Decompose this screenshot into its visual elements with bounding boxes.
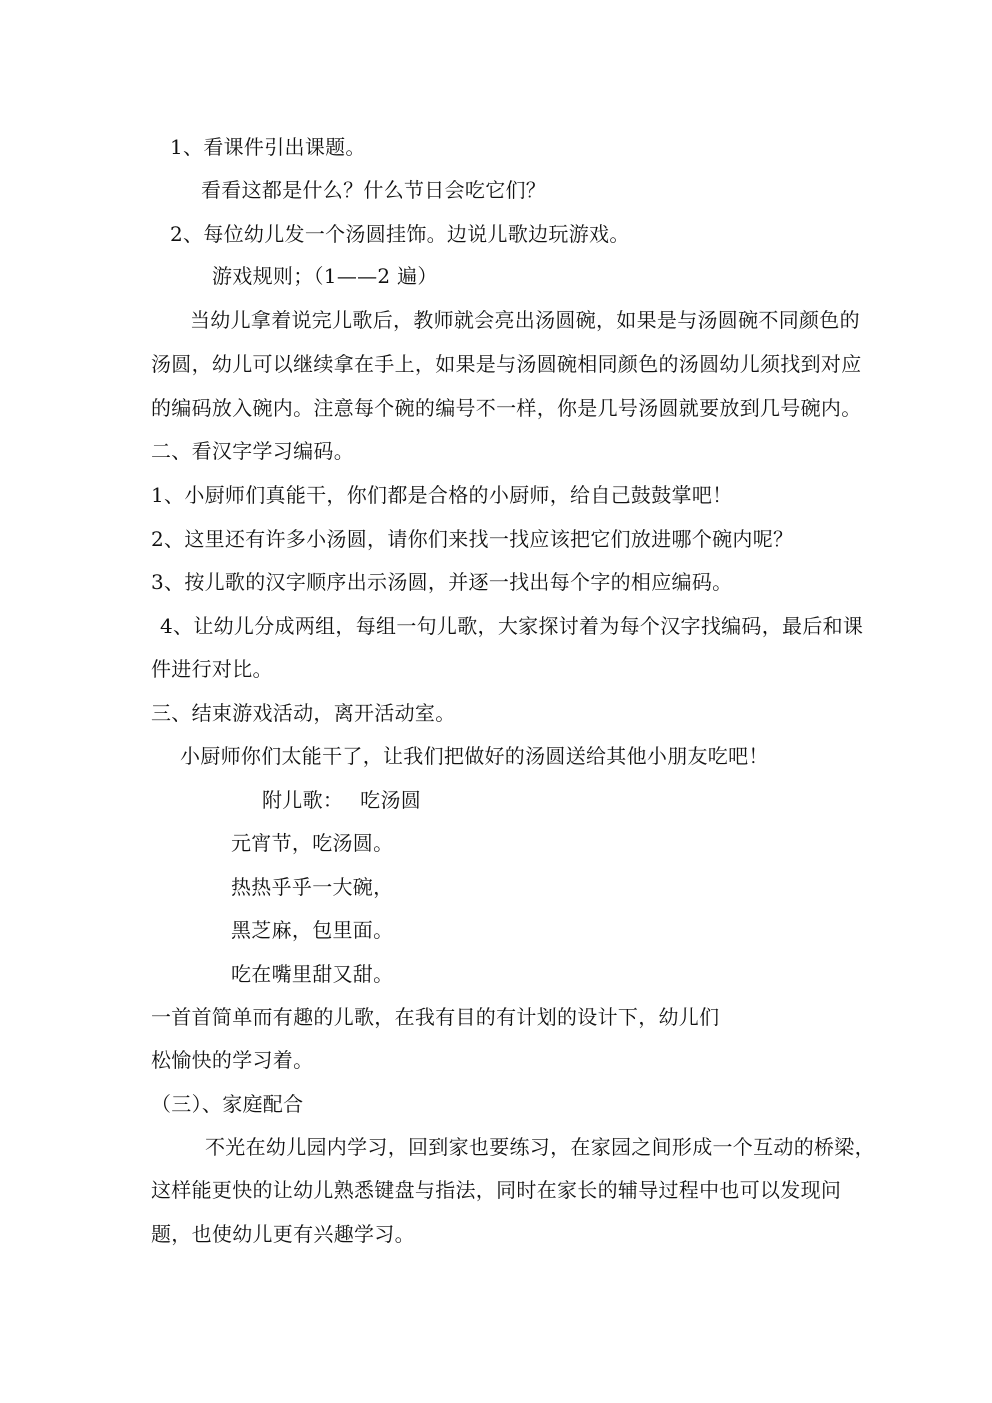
section-heading: （三）、家庭配合 xyxy=(151,1092,304,1116)
poem-line: 吃在嘴里甜又甜。 xyxy=(231,962,394,986)
text-line: 4、让幼儿分成两组，每组一句儿歌，大家探讨着为每个汉字找编码，最后和课 xyxy=(160,614,864,638)
text-line: 2、这里还有许多小汤圆，请你们来找一找应该把它们放进哪个碗内呢？ xyxy=(151,527,794,551)
poem-title: 附儿歌： 吃汤圆 xyxy=(262,788,422,812)
text-line: 一首首简单而有趣的儿歌，在我有目的有计划的设计下，幼儿们 xyxy=(151,1005,720,1029)
poem-line: 元宵节，吃汤圆。 xyxy=(231,831,394,855)
text-line: 不光在幼儿园内学习，回到家也要练习，在家园之间形成一个互动的桥梁， xyxy=(205,1135,875,1159)
text-line: 看看这都是什么？什么节日会吃它们？ xyxy=(201,178,547,202)
text-line: 这样能更快的让幼儿熟悉键盘与指法，同时在家长的辅导过程中也可以发现问 xyxy=(151,1178,842,1202)
text-line: 小厨师你们太能干了，让我们把做好的汤圆送给其他小朋友吃吧！ xyxy=(180,744,769,768)
text-line: 件进行对比。 xyxy=(151,657,273,681)
text-line: 1、看课件引出课题。 xyxy=(170,135,366,159)
text-line: 汤圆，幼儿可以继续拿在手上，如果是与汤圆碗相同颜色的汤圆幼儿须找到对应 xyxy=(151,352,862,376)
text-line: 2、每位幼儿发一个汤圆挂饰。边说儿歌边玩游戏。 xyxy=(170,222,630,246)
section-heading: 三、结束游戏活动，离开活动室。 xyxy=(151,701,456,725)
text-line: 当幼儿拿着说完儿歌后，教师就会亮出汤圆碗，如果是与汤圆碗不同颜色的 xyxy=(190,308,860,332)
text-line: 题，也使幼儿更有兴趣学习。 xyxy=(151,1222,415,1246)
section-heading: 二、看汉字学习编码。 xyxy=(151,439,354,463)
text-line: 1、小厨师们真能干，你们都是合格的小厨师，给自己鼓鼓掌吧！ xyxy=(151,483,733,507)
poem-line: 热热乎乎一大碗， xyxy=(231,875,394,899)
text-line: 的编码放入碗内。注意每个碗的编号不一样，你是几号汤圆就要放到几号碗内。 xyxy=(151,396,862,420)
poem-line: 黑芝麻，包里面。 xyxy=(231,918,394,942)
text-line: 游戏规则；（1——2 遍） xyxy=(212,264,438,288)
text-line: 松愉快的学习着。 xyxy=(151,1048,314,1072)
text-line: 3、按儿歌的汉字顺序出示汤圆，并逐一找出每个字的相应编码。 xyxy=(151,570,733,594)
